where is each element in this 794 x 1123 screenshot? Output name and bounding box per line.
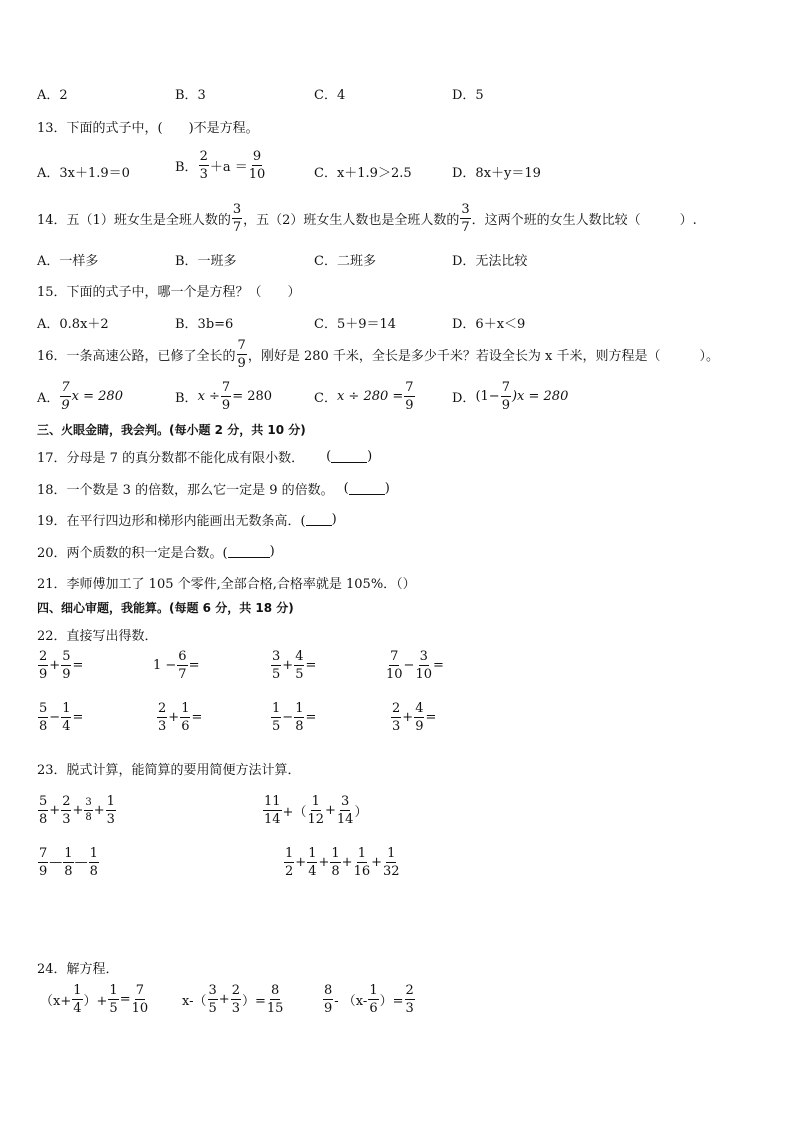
equals: = <box>425 710 437 725</box>
q22-question: 22．直接写出得数． <box>37 629 158 644</box>
denominator: 8 <box>85 812 92 823</box>
question-text: 16．一条高速公路，已修了全长的 <box>37 349 236 364</box>
numerator: 7 <box>390 649 399 664</box>
numerator: 5 <box>39 794 48 809</box>
expression-text: ＋a ＝ <box>209 160 248 175</box>
numerator: 1 <box>285 846 294 861</box>
q23-expr-1 <box>37 795 117 826</box>
fraction <box>354 847 371 878</box>
fraction <box>180 702 190 733</box>
numerator: 7 <box>135 983 145 998</box>
denominator: 4 <box>73 1001 82 1016</box>
question-text: 19．在平行四边形和梯形内能画出无数条高．( <box>37 514 306 529</box>
denominator: 5 <box>272 667 281 682</box>
numerator: 7 <box>39 846 48 861</box>
numerator: 9 <box>252 149 262 164</box>
q12-option-d: D．5 <box>452 88 484 103</box>
expression-text: +（ <box>282 805 307 820</box>
fraction <box>237 339 247 370</box>
numerator: 1 <box>73 983 82 998</box>
fraction <box>132 984 149 1015</box>
q12-option-b: B．3 <box>175 88 206 103</box>
numerator: 1 <box>311 794 320 809</box>
equals: = <box>72 658 84 673</box>
numerator: 5 <box>39 701 48 716</box>
numerator: 3 <box>232 202 242 217</box>
q23-expr-3 <box>37 847 100 878</box>
paren: ) <box>269 544 275 559</box>
equals: = <box>72 710 84 725</box>
expression-text: ）= <box>379 994 404 1009</box>
denominator: 8 <box>89 864 98 879</box>
fraction <box>84 798 92 823</box>
q24-equation-1 <box>40 984 149 1015</box>
numerator: 1 <box>181 701 190 716</box>
q24-equation-3 <box>322 984 416 1015</box>
fraction <box>323 984 333 1015</box>
fraction <box>330 847 340 878</box>
fraction <box>61 795 71 826</box>
q15-option-b: B．3b=6 <box>175 317 234 332</box>
paren: ) <box>384 481 390 496</box>
denominator: 32 <box>383 864 400 879</box>
fraction <box>38 847 48 878</box>
fraction <box>383 847 400 878</box>
denominator: 2 <box>285 864 294 879</box>
denominator: 9 <box>39 667 48 682</box>
numerator: 7 <box>237 338 246 353</box>
operator: + <box>341 855 353 870</box>
expression-text: x-（ <box>182 994 207 1009</box>
fraction <box>294 650 304 681</box>
numerator: 7 <box>405 380 414 395</box>
q13-option-d: D．8x＋y＝19 <box>452 166 541 181</box>
fraction <box>249 150 266 181</box>
denominator: 7 <box>461 220 470 235</box>
fraction <box>231 984 241 1015</box>
numerator: 2 <box>231 983 240 998</box>
denominator: 8 <box>39 719 48 734</box>
answer-blank[interactable] <box>331 450 367 463</box>
denominator: 8 <box>64 864 73 879</box>
numerator: 3 <box>461 202 470 217</box>
operator: + <box>325 803 336 818</box>
operator: − <box>282 710 294 725</box>
fraction <box>72 984 82 1015</box>
q14-option-b: B．一班多 <box>175 254 237 269</box>
numerator: 3 <box>208 983 217 998</box>
operator: + <box>371 855 383 870</box>
fraction <box>38 650 48 681</box>
expression-text: x ÷ <box>197 389 220 404</box>
answer-blank[interactable] <box>228 545 270 558</box>
paren: ) <box>367 449 373 464</box>
numerator: 1 <box>387 846 396 861</box>
fraction <box>405 984 415 1015</box>
fraction <box>61 702 71 733</box>
q22-expr-6 <box>156 702 202 733</box>
numerator: 1 <box>62 701 71 716</box>
expression-text: (1− <box>475 389 500 404</box>
numerator: 1 <box>89 846 98 861</box>
option-label: B． <box>175 391 198 406</box>
q13-question: 13．下面的式子中，( )不是方程。 <box>37 121 259 136</box>
operator: + <box>93 803 105 818</box>
numerator: 8 <box>271 983 280 998</box>
denominator: 3 <box>158 719 167 734</box>
answer-blank[interactable] <box>306 513 332 526</box>
question-text: 20．两个质数的积一定是合数。( <box>37 546 228 561</box>
denominator: 5 <box>109 1001 118 1016</box>
denominator: 14 <box>336 812 354 827</box>
section-3-title: 三、火眼金睛，我会判。(每小题 2 分，共 10 分) <box>37 423 306 437</box>
fraction <box>61 650 71 681</box>
numerator: 8 <box>324 983 333 998</box>
fraction <box>501 381 511 412</box>
numerator: 1 <box>106 794 115 809</box>
numerator: 6 <box>178 649 187 664</box>
question-text: ．这两个班的女生人数比较（ ）. <box>471 213 697 228</box>
question-text: 17．分母是 7 的真分数都不能化成有限小数． <box>37 451 305 466</box>
numerator: 1 <box>272 701 281 716</box>
denominator: 3 <box>392 719 401 734</box>
q22-expr-7 <box>270 702 316 733</box>
numerator: 2 <box>392 701 401 716</box>
denominator: 3 <box>231 1001 240 1016</box>
q22-expr-5 <box>37 702 83 733</box>
fraction <box>460 203 470 234</box>
q14-option-a: A．一样多 <box>37 254 99 269</box>
expression-text: x ÷ 280 = <box>336 389 404 404</box>
q20-question <box>37 542 275 561</box>
q16-option-d <box>452 381 568 412</box>
expression-text: )x = 280 <box>511 389 569 404</box>
fraction <box>106 795 116 826</box>
numerator: 2 <box>39 649 48 664</box>
expression-text: 1 − <box>153 658 177 673</box>
numerator: 1 <box>357 846 366 861</box>
denominator: 5 <box>272 719 281 734</box>
fraction <box>415 650 432 681</box>
fraction <box>60 381 70 412</box>
fraction <box>263 795 282 826</box>
fraction <box>232 203 242 234</box>
fraction <box>307 847 317 878</box>
denominator: 8 <box>331 864 340 879</box>
denominator: 14 <box>264 812 281 827</box>
paren: ) <box>331 512 337 527</box>
denominator: 16 <box>353 864 371 879</box>
question-text: 14．五（1）班女生是全班人数的 <box>37 213 231 228</box>
numerator: 3 <box>419 649 428 664</box>
q14-option-c: C．二班多 <box>314 254 376 269</box>
fraction <box>267 984 284 1015</box>
fraction <box>414 702 424 733</box>
operator: — <box>49 855 63 870</box>
q16-question <box>37 339 719 370</box>
fraction <box>38 795 48 826</box>
denominator: 10 <box>248 167 266 182</box>
operator: + <box>72 803 84 818</box>
q22-expr-8 <box>390 702 436 733</box>
operator: + <box>218 992 230 1007</box>
fraction <box>391 702 401 733</box>
paren: ( <box>343 481 349 496</box>
denominator: 9 <box>501 398 510 413</box>
numerator: 4 <box>415 701 424 716</box>
operator: + <box>49 803 61 818</box>
section-4-title: 四、细心审题，我能算。(每题 6 分，共 18 分) <box>37 601 294 615</box>
numerator: 1 <box>308 846 317 861</box>
fraction <box>221 381 231 412</box>
fraction <box>386 650 403 681</box>
numerator: 3 <box>341 794 350 809</box>
denominator: 9 <box>221 398 231 413</box>
numerator: 1 <box>295 701 304 716</box>
q18-question <box>37 479 390 498</box>
expression-text: （x+ <box>40 994 72 1009</box>
denominator: 9 <box>405 398 414 413</box>
q12-option-c: C．4 <box>314 88 346 103</box>
q13-option-b <box>175 150 266 181</box>
operator: + <box>282 658 294 673</box>
expression-text: ）= <box>241 994 266 1009</box>
denominator: 10 <box>386 667 403 682</box>
q23-expr-2 <box>262 795 367 826</box>
fraction <box>294 702 304 733</box>
q22-expr-4 <box>385 650 444 681</box>
fraction <box>404 381 414 412</box>
q14-option-d: D．无法比较 <box>452 254 528 269</box>
denominator: 15 <box>266 1001 284 1016</box>
fraction <box>208 984 218 1015</box>
operator: — <box>74 855 88 870</box>
numerator: 2 <box>199 149 208 164</box>
numerator: 11 <box>264 794 281 809</box>
fraction <box>271 702 281 733</box>
denominator: 9 <box>324 1001 333 1016</box>
equals: = <box>433 658 444 673</box>
q13-option-a: A．3x＋1.9＝0 <box>37 166 130 181</box>
q16-option-a <box>37 381 123 412</box>
q21-question: 21．李师傅加工了 105 个零件,全部合格,合格率就是 105%．（） <box>37 577 416 592</box>
fraction <box>368 984 378 1015</box>
operator: + <box>168 710 180 725</box>
denominator: 5 <box>208 1001 217 1016</box>
numerator: 3 <box>84 798 92 811</box>
numerator: 2 <box>405 983 414 998</box>
operator: + <box>402 710 414 725</box>
equals: = <box>305 658 317 673</box>
fraction <box>177 650 187 681</box>
equals: = <box>119 992 131 1007</box>
question-text: ，五（2）班女生人数也是全班人数的 <box>243 213 460 228</box>
answer-blank[interactable] <box>349 482 385 495</box>
q22-expr-2 <box>153 650 199 681</box>
q15-option-a: A．0.8x＋2 <box>37 317 109 332</box>
option-label: A． <box>37 391 60 406</box>
equals: = <box>188 658 200 673</box>
numerator: 1 <box>369 983 378 998</box>
denominator: 3 <box>405 1001 414 1016</box>
q16-option-b <box>175 381 272 412</box>
fraction <box>284 847 294 878</box>
q13-option-c: C．x＋1.9＞2.5 <box>314 166 412 181</box>
numerator: 5 <box>62 649 71 664</box>
fraction <box>199 150 209 181</box>
operator: − <box>49 710 61 725</box>
numerator: 4 <box>295 649 304 664</box>
denominator: 10 <box>415 667 432 682</box>
operator: + <box>49 658 61 673</box>
denominator: 12 <box>307 812 324 827</box>
denominator: 7 <box>178 667 187 682</box>
q22-expr-1 <box>37 650 83 681</box>
q23-expr-4 <box>283 847 401 878</box>
expression-text: ）+ <box>83 994 108 1009</box>
numerator: 2 <box>62 794 71 809</box>
denominator: 6 <box>181 719 190 734</box>
numerator: 2 <box>158 701 167 716</box>
q12-option-a: A．2 <box>37 88 68 103</box>
numerator: 7 <box>61 380 70 395</box>
denominator: 7 <box>232 220 242 235</box>
q15-option-d: D．6＋x＜9 <box>452 317 526 332</box>
equals: = <box>191 710 203 725</box>
denominator: 3 <box>106 812 115 827</box>
equals: = <box>305 710 317 725</box>
q22-expr-3 <box>270 650 316 681</box>
numerator: 1 <box>331 846 340 861</box>
denominator: 9 <box>39 864 48 879</box>
q24-question: 24．解方程． <box>37 962 119 977</box>
denominator: 8 <box>295 719 304 734</box>
expression-text: ） <box>354 805 368 820</box>
operator: + <box>318 855 330 870</box>
q16-option-c <box>314 381 416 412</box>
denominator: 6 <box>369 1001 378 1016</box>
paren: ( <box>326 449 332 464</box>
numerator: 7 <box>221 380 231 395</box>
denominator: 10 <box>131 1001 149 1016</box>
denominator: 5 <box>295 667 304 682</box>
q15-question: 15．下面的式子中，哪一个是方程？（ ） <box>37 285 301 300</box>
operator: − <box>403 658 415 673</box>
denominator: 9 <box>62 667 71 682</box>
fraction <box>63 847 73 878</box>
option-label: C． <box>314 391 337 406</box>
denominator: 8 <box>39 812 48 827</box>
numerator: 1 <box>109 983 118 998</box>
denominator: 9 <box>61 398 70 413</box>
q14-question <box>37 203 697 234</box>
numerator: 7 <box>501 380 510 395</box>
fraction <box>108 984 118 1015</box>
q23-question: 23．脱式计算，能简算的要用简便方法计算． <box>37 763 301 778</box>
question-text: 18．一个数是 3 的倍数，那么它一定是 9 的倍数。 <box>37 483 334 498</box>
fraction <box>157 702 167 733</box>
fraction <box>38 702 48 733</box>
denominator: 9 <box>237 356 246 371</box>
q24-equation-2 <box>182 984 284 1015</box>
option-label: D． <box>452 391 476 406</box>
fraction <box>307 795 324 826</box>
q19-question <box>37 510 337 529</box>
fraction <box>337 795 354 826</box>
expression-text: = 280 <box>232 389 273 404</box>
denominator: 4 <box>308 864 317 879</box>
q17-question <box>37 447 372 466</box>
option-label: B． <box>175 160 198 175</box>
denominator: 4 <box>62 719 71 734</box>
q15-option-c: C．5＋9＝14 <box>314 317 397 332</box>
numerator: 1 <box>64 846 73 861</box>
denominator: 3 <box>199 167 208 182</box>
question-text: ，刚好是 280 千米，全长是多少千米？若设全长为 x 千米，则方程是（ ）。 <box>247 349 720 364</box>
denominator: 9 <box>415 719 424 734</box>
denominator: 3 <box>62 812 71 827</box>
numerator: 3 <box>272 649 281 664</box>
fraction <box>271 650 281 681</box>
expression-text: - （x- <box>334 994 368 1009</box>
fraction <box>89 847 99 878</box>
expression-text: x = 280 <box>71 389 123 404</box>
operator: + <box>295 855 307 870</box>
